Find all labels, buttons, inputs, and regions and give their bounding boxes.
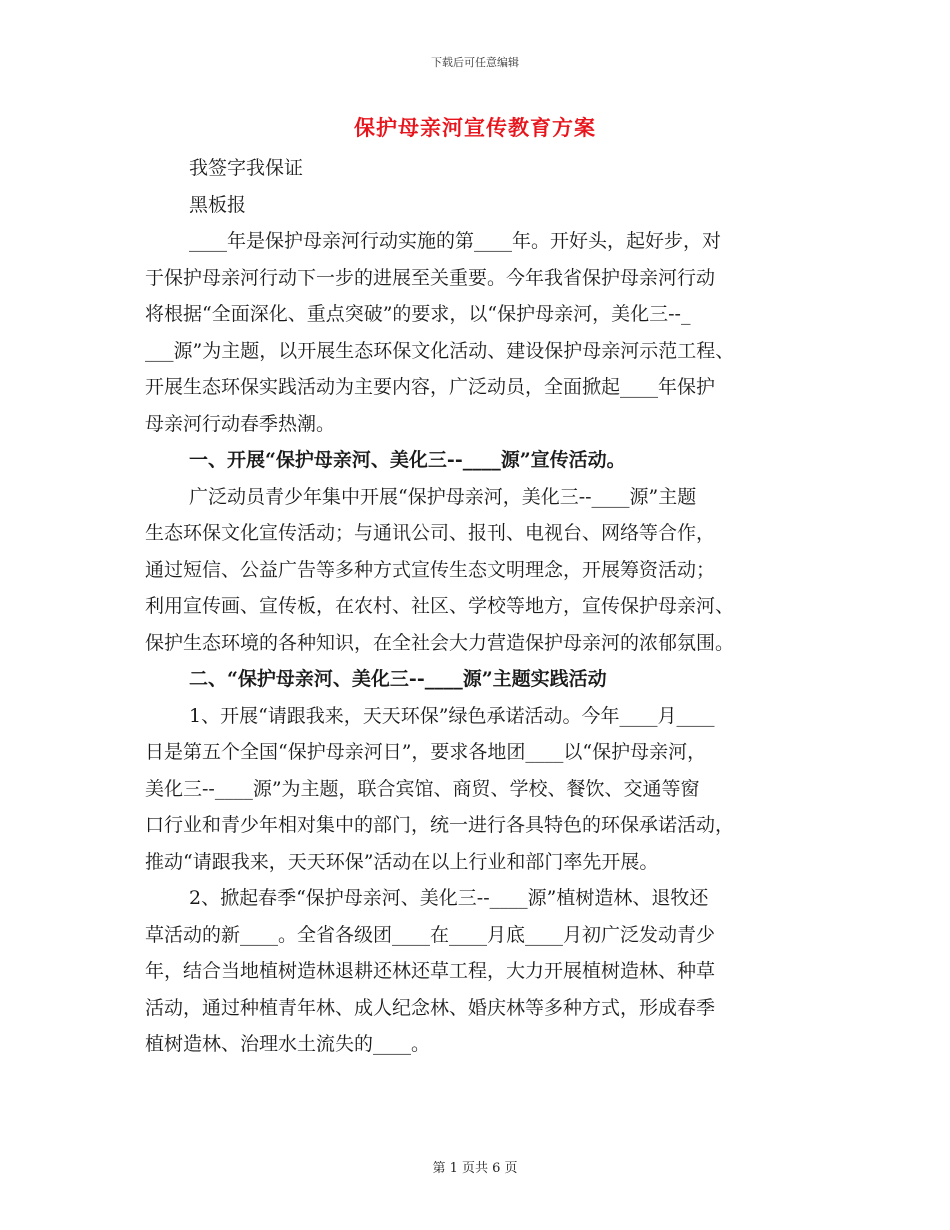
header-note: 下载后可任意编辑 — [431, 56, 519, 69]
paragraph-line: 通过短信、公益广告等多种方式宣传生态文明理念，开展筹资活动； — [145, 558, 716, 581]
paragraph-line: 黑板报 — [189, 193, 247, 216]
paragraph-line: 生态环保文化宣传活动；与通讯公司、报刊、电视台、网络等合作， — [145, 522, 716, 544]
paragraph-line: ___源”为主题，以开展生态环保文化活动、建设保护母亲河示范工程、 — [145, 339, 735, 362]
paragraph-line: 口行业和青少年相对集中的部门，统一进行各具特色的环保承诺活动， — [145, 814, 735, 836]
paragraph-line: 母亲河行动春季热潮。 — [145, 412, 336, 435]
page-number: 第 1 页共 6 页 — [432, 1161, 518, 1176]
paragraph-line: ____年是保护母亲河行动实施的第____年。开好头，起好步，对 — [189, 230, 722, 252]
paragraph-line: 1、开展“请跟我来，天天环保”绿色承诺活动。今年____月____ — [189, 704, 715, 727]
section-heading-line: 二、“保护母亲河、美化三--____源”主题实践活动 — [189, 668, 607, 690]
paragraph-line: 开展生态环保实践活动为主要内容，广泛动员，全面掀起____年保护 — [145, 376, 716, 398]
paragraph-line: 将根据“全面深化、重点突破”的要求，以“保护母亲河，美化三--_ — [145, 303, 691, 325]
paragraph-line: 我签字我保证 — [189, 157, 304, 179]
paragraph-line: 利用宣传画、宣传板，在农村、社区、学校等地方，宣传保护母亲河、 — [145, 595, 735, 617]
paragraph-line: 保护生态环境的各种知识，在全社会大力营造保护母亲河的浓郁氛围。 — [145, 631, 735, 654]
document-title: 保护母亲河宣传教育方案 — [354, 115, 596, 140]
section-heading-line: 一、开展“保护母亲河、美化三--____源”宣传活动。 — [189, 449, 626, 471]
paragraph-line: 草活动的新____。全省各级团____在____月底____月初广泛发动青少 — [145, 923, 716, 946]
paragraph-line: 于保护母亲河行动下一步的进展至关重要。今年我省保护母亲河行动 — [145, 266, 716, 289]
paragraph-line: 广泛动员青少年集中开展“保护母亲河，美化三--____源”主题 — [189, 485, 697, 508]
paragraph-line: 美化三--____源”为主题，联合宾馆、商贸、学校、餐饮、交通等窗 — [145, 777, 700, 800]
paragraph-line: 年，结合当地植树造林退耕还林还草工程，大力开展植树造林、种草 — [145, 960, 716, 982]
paragraph-line: 2、掀起春季“保护母亲河、美化三--____源”植树造林、退牧还 — [189, 887, 709, 909]
paragraph-line: 日是第五个全国“保护母亲河日”，要求各地团____以“保护母亲河， — [145, 741, 707, 763]
paragraph-line: 植树造林、治理水土流失的____。 — [145, 1033, 431, 1055]
document-body — [145, 150, 813, 1063]
paragraph-line: 推动“请跟我来，天天环保”活动在以上行业和部门率先开展。 — [145, 850, 659, 873]
paragraph-line: 活动，通过种植青年林、成人纪念林、婚庆林等多种方式，形成春季 — [145, 996, 716, 1019]
